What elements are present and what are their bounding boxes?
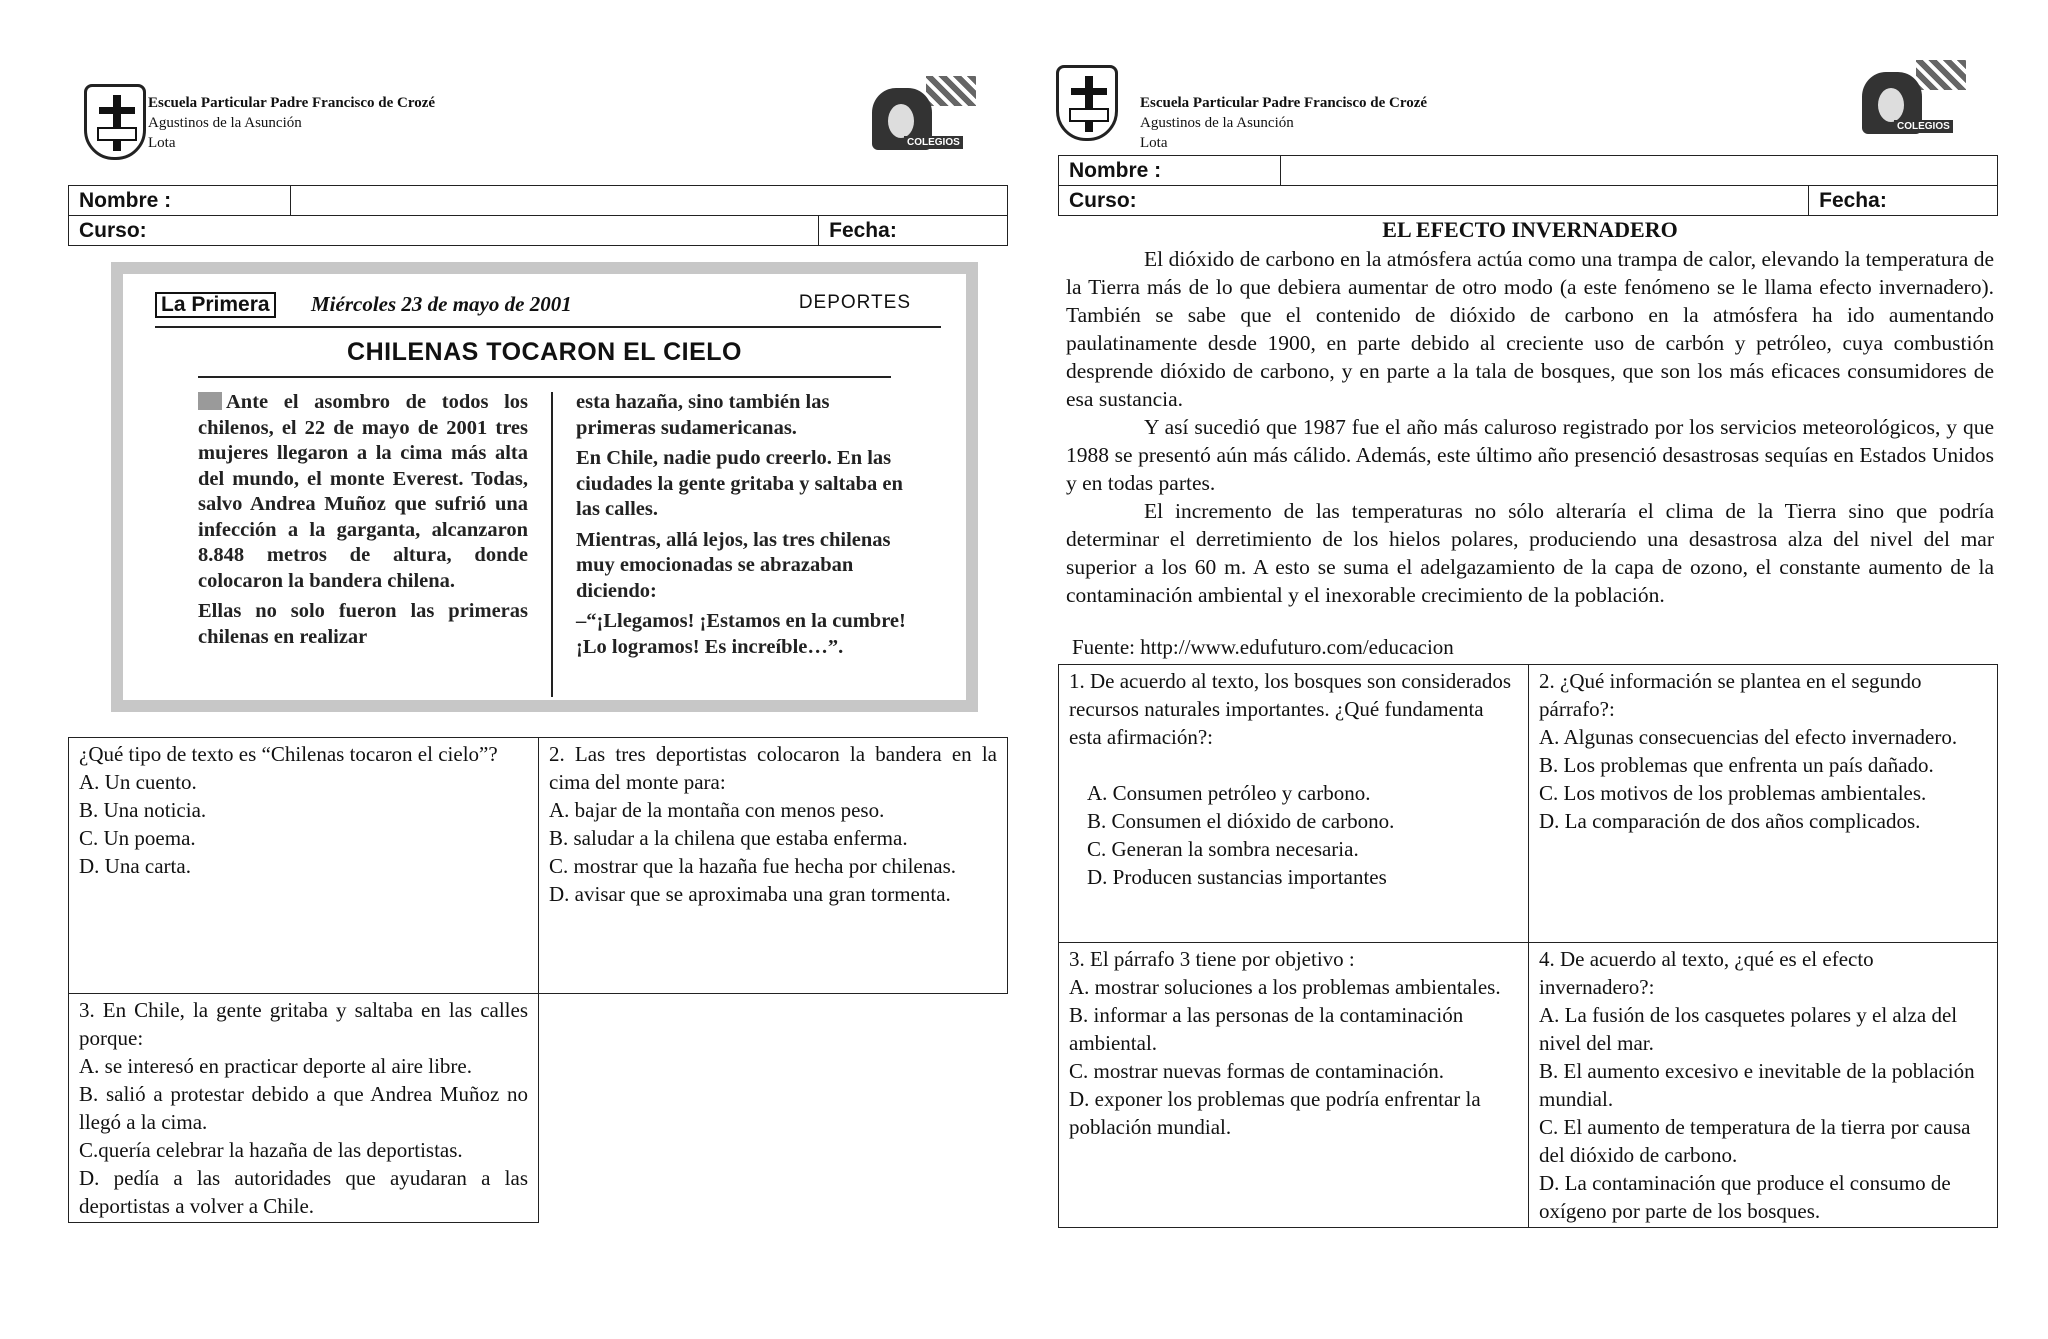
question-3-cell <box>1059 943 1529 1228</box>
newspaper-section: DEPORTES <box>798 292 911 313</box>
newspaper-column-1 <box>198 390 528 655</box>
answer-option[interactable]: C. mostrar nuevas formas de contaminación. <box>1069 1059 1444 1083</box>
answer-option[interactable]: C. mostrar que la hazaña fue hecha por chilenas. <box>549 854 956 878</box>
paragraph-marker-icon <box>198 392 222 410</box>
date-label: Fecha: <box>1819 188 1887 212</box>
newspaper-date: Miércoles 23 de mayo de 2001 <box>311 292 572 316</box>
logo-label: COLEGIOS <box>904 136 963 149</box>
newspaper-headline: CHILENAS TOCARON EL CIELO <box>347 338 742 366</box>
student-form-left <box>68 185 1008 246</box>
answer-option[interactable]: D. pedía a las autoridades que ayudaran a las deportistas a volver a Chile. <box>79 1166 528 1218</box>
right-questions-table <box>1058 664 1998 1228</box>
newspaper-paragraph: Ante el asombro de todos los chilenos, el 22 de mayo de 2001 tres mujeres llegaron a la cima más alta del mundo, el monte Everest. Todas, salvo Andrea Muñoz que sufrió una infección a la garganta, alcanzaron 8.848 metros de altura, donde colocaron la bandera chilena. <box>198 391 528 592</box>
student-form-right <box>1058 155 1998 216</box>
question-4-cell <box>1529 943 1998 1228</box>
question-2-cell <box>539 738 1008 994</box>
answer-option[interactable]: B. Una noticia. <box>79 798 207 822</box>
course-label: Curso: <box>79 218 147 242</box>
answer-option[interactable]: D. avisar que se aproximaba una gran tormenta. <box>549 882 951 906</box>
answer-option[interactable]: A. bajar de la montaña con menos peso. <box>549 798 885 822</box>
colegios-logo-icon <box>868 74 978 158</box>
date-label: Fecha: <box>829 218 897 242</box>
colegios-logo-icon <box>1858 58 1968 142</box>
school-crest-icon <box>84 84 146 160</box>
answer-option[interactable]: C. El aumento de temperatura de la tierra por causa del dióxido de carbono. <box>1539 1115 1971 1167</box>
name-label: Nombre : <box>1059 156 1281 186</box>
article-source: Fuente: http://www.edufuturo.com/educacion <box>1072 635 1454 659</box>
newspaper-paragraph: Ellas no solo fueron las primeras chilenas en realizar <box>198 600 528 648</box>
answer-option[interactable]: A. Un cuento. <box>79 770 197 794</box>
name-field[interactable] <box>1281 156 1998 186</box>
date-field[interactable] <box>819 216 1008 246</box>
answer-option[interactable]: D. La comparación de dos años complicados. <box>1539 809 1921 833</box>
answer-option[interactable]: D. exponer los problemas que podría enfrentar la población mundial. <box>1069 1087 1481 1139</box>
newspaper-paragraph: –“¡Llegamos! ¡Estamos en la cumbre! ¡Lo logramos! Es increíble…”. <box>576 610 906 658</box>
answer-option[interactable]: D. Una carta. <box>79 854 191 878</box>
article-body <box>1066 245 1994 609</box>
answer-option[interactable]: C. Los motivos de los problemas ambientales. <box>1539 781 1927 805</box>
date-field[interactable] <box>1809 186 1998 216</box>
answer-option[interactable]: A. Consumen petróleo y carbono. <box>1087 781 1371 805</box>
empty-cell <box>539 994 1008 1223</box>
course-label: Curso: <box>1069 188 1137 212</box>
course-field[interactable] <box>69 216 819 246</box>
article-title: EL EFECTO INVERNADERO <box>1382 217 1678 242</box>
newspaper-column-2 <box>576 390 906 665</box>
question-1-cell <box>69 738 539 994</box>
question-1-cell <box>1059 665 1529 943</box>
newspaper-paragraph: En Chile, nadie pudo creerlo. En las ciudades la gente gritaba y saltaba en las calles. <box>576 447 903 520</box>
question-stem: 2. ¿Qué información se plantea en el segundo párrafo?: <box>1539 669 1922 721</box>
question-stem: 3. El párrafo 3 tiene por objetivo : <box>1069 947 1355 971</box>
question-stem: 1. De acuerdo al texto, los bosques son considerados recursos naturales importantes. ¿Qué fundamenta esta afirmación?: <box>1069 669 1512 749</box>
question-3-cell <box>69 994 539 1223</box>
newspaper-clipping <box>111 262 978 712</box>
spacer <box>1069 751 1518 779</box>
answer-option[interactable]: A. La fusión de los casquetes polares y el alza del nivel del mar. <box>1539 1003 1958 1055</box>
article-paragraph: Y así sucedió que 1987 fue el año más caluroso registrado por los servicios meteorológicos, y que 1988 se presentó aún más cálido. Además, este último año presenció desastrosas sequías en Estados Unidos y en todas partes. <box>1066 415 1994 495</box>
answer-option[interactable]: B. El aumento excesivo e inevitable de la población mundial. <box>1539 1059 1975 1111</box>
question-2-cell <box>1529 665 1998 943</box>
school-city: Lota <box>1140 135 1168 151</box>
question-stem: 4. De acuerdo al texto, ¿qué es el efecto invernadero?: <box>1539 947 1874 999</box>
answer-option[interactable]: C. Un poema. <box>79 826 196 850</box>
newspaper-paragraph: esta hazaña, sino también las primeras sudamericanas. <box>576 391 830 439</box>
question-stem: ¿Qué tipo de texto es “Chilenas tocaron el cielo”? <box>79 742 498 766</box>
newspaper-rule <box>155 326 941 328</box>
question-stem: 2. Las tres deportistas colocaron la bandera en la cima del monte para: <box>549 742 997 794</box>
school-name: Escuela Particular Padre Francisco de Crozé <box>148 95 436 111</box>
school-header-left <box>148 93 435 153</box>
school-name: Escuela Particular Padre Francisco de Crozé <box>1140 95 1428 111</box>
name-field[interactable] <box>291 186 1008 216</box>
school-order: Agustinos de la Asunción <box>1140 115 1294 131</box>
logo-label: COLEGIOS <box>1894 120 1953 133</box>
school-city: Lota <box>148 135 176 151</box>
answer-option[interactable]: B. saludar a la chilena que estaba enferma. <box>549 826 908 850</box>
answer-option[interactable]: A. mostrar soluciones a los problemas ambientales. <box>1069 975 1501 999</box>
newspaper-brand: La Primera <box>155 292 276 318</box>
name-label: Nombre : <box>69 186 291 216</box>
newspaper-paragraph: Mientras, allá lejos, las tres chilenas muy emocionadas se abrazaban diciendo: <box>576 528 891 602</box>
answer-option[interactable]: C.quería celebrar la hazaña de las deportistas. <box>79 1138 463 1162</box>
answer-option[interactable]: D. Producen sustancias importantes <box>1087 865 1387 889</box>
article-paragraph: El incremento de las temperaturas no sólo alteraría el clima de la Tierra sino que podría determinar el derretimiento de los hielos polares, produciendo una desastrosa alza del nivel del mar superior a los 60 m. A esto se suma el adelgazamiento de la capa de ozono, el constante aumento de la contaminación ambiental y el inexorable crecimiento de la población. <box>1066 499 1994 607</box>
school-order: Agustinos de la Asunción <box>148 115 302 131</box>
course-field[interactable] <box>1059 186 1809 216</box>
school-header-right <box>1140 93 1427 153</box>
article-paragraph: El dióxido de carbono en la atmósfera actúa como una trampa de calor, elevando la temperatura de la Tierra más de lo que debiera aumentar de otro modo (a este fenómeno se le llama efecto invernadero). También se sabe que el contenido de dióxido de carbono en la atmósfera ha ido aumentando paulatinamente desde 1900, en parte debido al creciente uso de carbón y petróleo, cuya combustión desprende dióxido de carbono, y en parte a la tala de bosques, que son los más eficaces consumidores de esa sustancia. <box>1066 247 1994 411</box>
newspaper-rule <box>198 376 891 378</box>
question-stem: 3. En Chile, la gente gritaba y saltaba en las calles porque: <box>79 998 528 1050</box>
school-crest-icon <box>1056 65 1118 141</box>
answer-option[interactable]: B. informar a las personas de la contaminación ambiental. <box>1069 1003 1464 1055</box>
answer-option[interactable]: B. salió a protestar debido a que Andrea Muñoz no llegó a la cima. <box>79 1082 528 1134</box>
answer-option[interactable]: A. se interesó en practicar deporte al aire libre. <box>79 1054 472 1078</box>
answer-option[interactable]: A. Algunas consecuencias del efecto invernadero. <box>1539 725 1958 749</box>
answer-option[interactable]: B. Los problemas que enfrenta un país dañado. <box>1539 753 1934 777</box>
left-questions-table <box>68 737 1008 1223</box>
answer-option[interactable]: D. La contaminación que produce el consumo de oxígeno por parte de los bosques. <box>1539 1171 1951 1223</box>
answer-option[interactable]: C. Generan la sombra necesaria. <box>1087 837 1359 861</box>
column-divider <box>551 392 553 697</box>
answer-option[interactable]: B. Consumen el dióxido de carbono. <box>1087 809 1395 833</box>
